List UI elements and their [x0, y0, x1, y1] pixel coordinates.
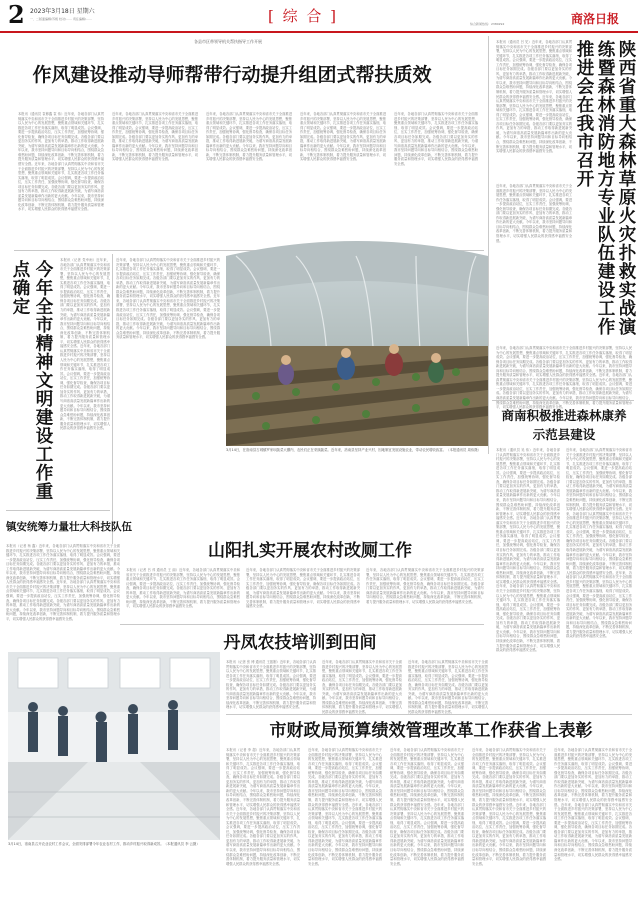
rural-reform-headline: 山阳扎实开展农村改厕工作 — [208, 541, 412, 561]
right-column-rule — [488, 36, 489, 454]
mentor-col: 近年来，各地各部门认真贯彻落实中央和省市关于全面推进乡村振兴的决策部署，坚持以人民为中心的发展思想，聚焦重点领域和关键环节，扎实推进各项工作任务落实落细，取得了明显成效。会议强调，要进一步提高政治站位，压实工作责任，加强统筹协调，强化督导检查，确保各项目标任务如期完成。各级各部门要以更加务实的作风、更加有力的举措，推动工作取得新进展新突破，为谱写商洛高质量发展新篇章作出新的更大贡献。今年以来，我市坚持问题导向和目标导向相结合，围绕群众急难愁盼问题，持续深化改革创新，不断完善体制机制，着力提升服务质量和管理水平，切实增强人民群众的获得感幸福感安全感。 — [300, 112, 386, 162]
fire-col-b: 近年来，各地各部门认真贯彻落实中央和省市关于全面推进乡村振兴的决策部署，坚持以人民为中心的发展思想，聚焦重点领域和关键环节，扎实推进各项工作任务落实落细，取得了明显成效。会议强调，要进一步提高政治站位，压实工作责任，加强统筹协调，强化督导检查，确保各项目标任务如期完成。各级各部门要以更加务实的作风、更加有力的举措，推动工作取得新进展新突破，为谱写商洛高质量发展新篇章作出新的更大贡献。今年以来，我市坚持问题导向和目标导向相结合，围绕群众急难愁盼问题，持续深化改革创新，不断完善体制机制，着力提升服务质量和管理水平，切实增强人民群众的获得感幸福感安全感。 — [496, 184, 572, 243]
greenhouse-caption: 3月14日，在洛南县古城镇罗家坝蔬菜大棚内，农民们正在采摘蔬菜。近年来，洛南县坚持产业兴村，因地制宜发展设施农业，带动农民增收致富。（本报通讯员 周伟摄） — [226, 448, 482, 452]
masthead-rule — [0, 31, 638, 33]
fire-headline: 陕西省重大森林草原火灾扑救实战演练暨森林消防地方专业队伍建设工作推进会在我市召开 — [574, 40, 636, 336]
mentor-body — [18, 112, 478, 242]
danfeng-col-b: 近年来，各地各部门认真贯彻落实中央和省市关于全面推进乡村振兴的决策部署，坚持以人民为中心的发展思想，聚焦重点领域和关键环节，扎实推进各项工作任务落实落细，取得了明显成效。会议强调，要进一步提高政治站位，压实工作责任，加强统筹协调，强化督导检查，确保各项目标任务如期完成。各级各部门要以更加务实的作风、更加有力的举措，推动工作取得新进展新突破，为谱写商洛高质量发展新篇章作出新的更大贡献。今年以来，我市坚持问题导向和目标导向相结合，围绕群众急难愁盼问题，持续深化改革创新，不断完善体制机制，着力提升服务质量和管理水平，切实增强人民群众的获得感幸福感安全感。 — [322, 660, 402, 715]
greenhouse-photo — [226, 256, 488, 446]
budget-col: 近年来，各地各部门认真贯彻落实中央和省市关于全面推进乡村振兴的决策部署，坚持以人民为中心的发展思想，聚焦重点领域和关键环节，扎实推进各项工作任务落实落细，取得了明显成效。会议强调，要进一步提高政治站位，压实工作责任，加强统筹协调，强化督导检查，确保各项目标任务如期完成。各级各部门要以更加务实的作风、更加有力的举措，推动工作取得新进展新突破，为谱写商洛高质量发展新篇章作出新的更大贡献。今年以来，我市坚持问题导向和目标导向相结合，围绕群众急难愁盼问题，持续深化改革创新，不断完善体制机制，着力提升服务质量和管理水平，切实增强人民群众的获得感幸福感安全感。近年来，各地各部门认真贯彻落实中央和省市关于全面推进乡村振兴的决策部署，坚持以人民为中心的发展思想，聚焦重点领域和关键环节，扎实推进各项工作任务落实落细，取得了明显成效。会议强调，要进一步提高政治站位，压实工作责任，加强统筹协调，强化督导检查，确保各项目标任务如期完成。各级各部门要以更加务实的作风、更加有力的举措，推动工作取得新进展新突破，为谱写商洛高质量发展新篇章作出新的更大贡献。今年以来，我市坚持问题导向和目标导向相结合，围绕群众急难愁盼问题，持续深化改革创新，不断完善体制机制，着力提升服务质量和管理水平，切实增强人民群众的获得感幸福感安全感。 — [472, 748, 547, 866]
fire-col-c: 近年来，各地各部门认真贯彻落实中央和省市关于全面推进乡村振兴的决策部署，坚持以人民为中心的发展思想，聚焦重点领域和关键环节，扎实推进各项工作任务落实落细，取得了明显成效。会议强调，要进一步提高政治站位，压实工作责任，加强统筹协调，强化督导检查，确保各项目标任务如期完成。各级各部门要以更加务实的作风、更加有力的举措，推动工作取得新进展新突破，为谱写商洛高质量发展新篇章作出新的更大贡献。今年以来，我市坚持问题导向和目标导向相结合，围绕群众急难愁盼问题，持续深化改革创新，不断完善体制机制，着力提升服务质量和管理水平，切实增强人民群众的获得感幸福感安全感。近年来，各地各部门认真贯彻落实中央和省市关于全面推进乡村振兴的决策部署，坚持以人民为中心的发展思想，聚焦重点领域和关键环节，扎实推进各项工作任务落实落细，取得了明显成效。会议强调，要进一步提高政治站位，压实工作责任，加强统筹协调，强化督导检查，确保各项目标任务如期完成。各级各部门要以更加务实的作风、更加有力的举措，推动工作取得新进展新突破，为谱写商洛高质量发展新篇章作出新的更大贡献。今年以来，我市坚持问题导向和目标导向相结合，围绕群众急难愁盼问题，持续深化改革创新，不断完善体制机制，着力提升服务质量和管理水平，切实增强人民群众的获得感幸福感安全感。 — [496, 346, 633, 410]
danfeng-col-a: 本报讯（记者 张 博 通讯员 王振刚）近年来，各地各部门认真贯彻落实中央和省市关于全面推进乡村振兴的决策部署，坚持以人民为中心的发展思想，聚焦重点领域和关键环节，扎实推进各项工作任务落实落细，取得了明显成效。会议强调，要进一步提高政治站位，压实工作责任，加强统筹协调，强化督导检查，确保各项目标任务如期完成。各级各部门要以更加务实的作风、更加有力的举措，推动工作取得新进展新突破，为谱写商洛高质量发展新篇章作出新的更大贡献。今年以来，我市坚持问题导向和目标导向相结合，围绕群众急难愁盼问题，持续深化改革创新，不断完善体制机制，着力提升服务质量和管理水平，切实增强人民群众的获得感幸福感安全感。 — [226, 660, 316, 710]
danfeng-headline: 丹凤农技培训到田间 — [223, 633, 377, 653]
greenhouse-illustration — [226, 256, 488, 446]
mentor-headline: 作风建设推动导师帮带行动提升组团式帮扶质效 — [32, 64, 432, 86]
budget-col: 近年来，各地各部门认真贯彻落实中央和省市关于全面推进乡村振兴的决策部署，坚持以人民为中心的发展思想，聚焦重点领域和关键环节，扎实推进各项工作任务落实落细，取得了明显成效。会议强调，要进一步提高政治站位，压实工作责任，加强统筹协调，强化督导检查，确保各项目标任务如期完成。各级各部门要以更加务实的作风、更加有力的举措，推动工作取得新进展新突破，为谱写商洛高质量发展新篇章作出新的更大贡献。今年以来，我市坚持问题导向和目标导向相结合，围绕群众急难愁盼问题，持续深化改革创新，不断完善体制机制，着力提升服务质量和管理水平，切实增强人民群众的获得感幸福感安全感。近年来，各地各部门认真贯彻落实中央和省市关于全面推进乡村振兴的决策部署，坚持以人民为中心的发展思想，聚焦重点领域和关键环节，扎实推进各项工作任务落实落细，取得了明显成效。会议强调，要进一步提高政治站位，压实工作责任，加强统筹协调，强化督导检查，确保各项目标任务如期完成。各级各部门要以更加务实的作风、更加有力的举措，推动工作取得新进展新突破，为谱写商洛高质量发展新篇章作出新的更大贡献。今年以来，我市坚持问题导向和目标导向相结合，围绕群众急难愁盼问题，持续深化改革创新，不断完善体制机制，着力提升服务质量和管理水平，切实增强人民群众的获得感幸福感安全感。 — [390, 748, 465, 866]
meeting-caption: 3月14日，洛南县召开农业农村工作会议，全面安排部署今年农业农村工作，推动乡村振兴取得新成效。（本报通讯员 李 云摄） — [8, 842, 200, 846]
divider — [6, 510, 110, 511]
meeting-photo — [8, 652, 220, 840]
mentor-kicker: 各县市区带领导机关帮扶指导工作开展 — [194, 39, 262, 44]
editor-line: 一、二版面编辑/苏炳 校对/…… 责任编辑/…… — [30, 17, 92, 21]
forest-headline: 商南积极推进森林康养示范县建设 — [501, 408, 627, 442]
masthead — [0, 0, 638, 34]
mentor-col: 近年来，各地各部门认真贯彻落实中央和省市关于全面推进乡村振兴的决策部署，坚持以人民为中心的发展思想，聚焦重点领域和关键环节，扎实推进各项工作任务落实落细，取得了明显成效。会议强调，要进一步提高政治站位，压实工作责任，加强统筹协调，强化督导检查，确保各项目标任务如期完成。各级各部门要以更加务实的作风、更加有力的举措，推动工作取得新进展新突破，为谱写商洛高质量发展新篇章作出新的更大贡献。今年以来，我市坚持问题导向和目标导向相结合，围绕群众急难愁盼问题，持续深化改革创新，不断完善体制机制，着力提升服务质量和管理水平，切实增强人民群众的获得感幸福感安全感。 — [394, 112, 478, 167]
divider — [120, 624, 484, 625]
meeting-illustration — [8, 652, 220, 840]
section-label: [ 综 合 ] — [268, 7, 339, 25]
hotline: 综合新闻热线：2380292 — [470, 22, 505, 26]
fire-col-a: 本报讯（通讯员 吕 见）近年来，各地各部门认真贯彻落实中央和省市关于全面推进乡村振兴的决策部署，坚持以人民为中心的发展思想，聚焦重点领域和关键环节，扎实推进各项工作任务落实落细，取得了明显成效。会议强调，要进一步提高政治站位，压实工作责任，加强统筹协调，强化督导检查，确保各项目标任务如期完成。各级各部门要以更加务实的作风、更加有力的举措，推动工作取得新进展新突破，为谱写商洛高质量发展新篇章作出新的更大贡献。今年以来，我市坚持问题导向和目标导向相结合，围绕群众急难愁盼问题，持续深化改革创新，不断完善体制机制，着力提升服务质量和管理水平，切实增强人民群众的获得感幸福感安全感。近年来，各地各部门认真贯彻落实中央和省市关于全面推进乡村振兴的决策部署，坚持以人民为中心的发展思想，聚焦重点领域和关键环节，扎实推进各项工作任务落实落细，取得了明显成效。会议强调，要进一步提高政治站位，压实工作责任，加强统筹协调，强化督导检查，确保各项目标任务如期完成。各级各部门要以更加务实的作风、更加有力的举措，推动工作取得新进展新突破，为谱写商洛高质量发展新篇章作出新的更大贡献。今年以来，我市坚持问题导向和目标导向相结合，围绕群众急难愁盼问题，持续深化改革创新，不断完善体制机制，着力提升服务质量和管理水平，切实增强人民群众的获得感幸福感安全感。 — [496, 40, 572, 154]
page-number: 2 — [8, 0, 25, 29]
issue-date: 2023年3月18日 星期六 — [30, 8, 95, 15]
budget-col: 近年来，各地各部门认真贯彻落实中央和省市关于全面推进乡村振兴的决策部署，坚持以人民为中心的发展思想，聚焦重点领域和关键环节，扎实推进各项工作任务落实落细，取得了明显成效。会议强调，要进一步提高政治站位，压实工作责任，加强统筹协调，强化督导检查，确保各项目标任务如期完成。各级各部门要以更加务实的作风、更加有力的举措，推动工作取得新进展新突破，为谱写商洛高质量发展新篇章作出新的更大贡献。今年以来，我市坚持问题导向和目标导向相结合，围绕群众急难愁盼问题，持续深化改革创新，不断完善体制机制，着力提升服务质量和管理水平，切实增强人民群众的获得感幸福感安全感。近年来，各地各部门认真贯彻落实中央和省市关于全面推进乡村振兴的决策部署，坚持以人民为中心的发展思想，聚焦重点领域和关键环节，扎实推进各项工作任务落实落细，取得了明显成效。会议强调，要进一步提高政治站位，压实工作责任，加强统筹协调，强化督导检查，确保各项目标任务如期完成。各级各部门要以更加务实的作风、更加有力的举措，推动工作取得新进展新突破，为谱写商洛高质量发展新篇章作出新的更大贡献。今年以来，我市坚持问题导向和目标导向相结合，围绕群众急难愁盼问题，持续深化改革创新，不断完善体制机制，着力提升服务质量和管理水平，切实增强人民群众的获得感幸福感安全感。 — [308, 748, 383, 866]
rural-col-a: 本报讯（记者 吕 茸 通讯员 王 丽）近年来，各地各部门认真贯彻落实中央和省市关于全面推进乡村振兴的决策部署，坚持以人民为中心的发展思想，聚焦重点领域和关键环节，扎实推进各项工作任务落实落细，取得了明显成效。会议强调，要进一步提高政治站位，压实工作责任，加强统筹协调，强化督导检查，确保各项目标任务如期完成。各级各部门要以更加务实的作风、更加有力的举措，推动工作取得新进展新突破，为谱写商洛高质量发展新篇章作出新的更大贡献。今年以来，我市坚持问题导向和目标导向相结合，围绕群众急难愁盼问题，持续深化改革创新，不断完善体制机制，着力提升服务质量和管理水平，切实增强人民群众的获得感幸福感安全感。 — [126, 568, 241, 609]
mentor-col: 近年来，各地各部门认真贯彻落实中央和省市关于全面推进乡村振兴的决策部署，坚持以人民为中心的发展思想，聚焦重点领域和关键环节，扎实推进各项工作任务落实落细，取得了明显成效。会议强调，要进一步提高政治站位，压实工作责任，加强统筹协调，强化督导检查，确保各项目标任务如期完成。各级各部门要以更加务实的作风、更加有力的举措，推动工作取得新进展新突破，为谱写商洛高质量发展新篇章作出新的更大贡献。今年以来，我市坚持问题导向和目标导向相结合，围绕群众急难愁盼问题，持续深化改革创新，不断完善体制机制，着力提升服务质量和管理水平，切实增强人民群众的获得感幸福感安全感。 — [112, 112, 198, 162]
mentor-col: 本报讯（通讯员 袁修鑫 袁 伟）近年来，各地各部门认真贯彻落实中央和省市关于全面推进乡村振兴的决策部署，坚持以人民为中心的发展思想，聚焦重点领域和关键环节，扎实推进各项工作任务落实落细，取得了明显成效。会议强调，要进一步提高政治站位，压实工作责任，加强统筹协调，强化督导检查，确保各项目标任务如期完成。各级各部门要以更加务实的作风、更加有力的举措，推动工作取得新进展新突破，为谱写商洛高质量发展新篇章作出新的更大贡献。今年以来，我市坚持问题导向和目标导向相结合，围绕群众急难愁盼问题，持续深化改革创新，不断完善体制机制，着力提升服务质量和管理水平，切实增强人民群众的获得感幸福感安全感。近年来，各地各部门认真贯彻落实中央和省市关于全面推进乡村振兴的决策部署，坚持以人民为中心的发展思想，聚焦重点领域和关键环节，扎实推进各项工作任务落实落细，取得了明显成效。会议强调，要进一步提高政治站位，压实工作责任，加强统筹协调，强化督导检查，确保各项目标任务如期完成。各级各部门要以更加务实的作风、更加有力的举措，推动工作取得新进展新突破，为谱写商洛高质量发展新篇章作出新的更大贡献。今年以来，我市坚持问题导向和目标导向相结合，围绕群众急难愁盼问题，持续深化改革创新，不断完善体制机制，着力提升服务质量和管理水平，切实增强人民群众的获得感幸福感安全感。 — [18, 112, 105, 212]
science-team-headline: 镇安统筹力量壮大科技队伍 — [6, 521, 132, 533]
mentor-col: 近年来，各地各部门认真贯彻落实中央和省市关于全面推进乡村振兴的决策部署，坚持以人民为中心的发展思想，聚焦重点领域和关键环节，扎实推进各项工作任务落实落细，取得了明显成效。会议强调，要进一步提高政治站位，压实工作责任，加强统筹协调，强化督导检查，确保各项目标任务如期完成。各级各部门要以更加务实的作风、更加有力的举措，推动工作取得新进展新突破，为谱写商洛高质量发展新篇章作出新的更大贡献。今年以来，我市坚持问题导向和目标导向相结合，围绕群众急难愁盼问题，持续深化改革创新，不断完善体制机制，着力提升服务质量和管理水平，切实增强人民群众的获得感幸福感安全感。 — [206, 112, 292, 162]
left-column-rule — [112, 254, 113, 544]
forest-col-a: 本报讯（通讯员 吴 伟）近年来，各地各部门认真贯彻落实中央和省市关于全面推进乡村振兴的决策部署，坚持以人民为中心的发展思想，聚焦重点领域和关键环节，扎实推进各项工作任务落实落细，取得了明显成效。会议强调，要进一步提高政治站位，压实工作责任，加强统筹协调，强化督导检查，确保各项目标任务如期完成。各级各部门要以更加务实的作风、更加有力的举措，推动工作取得新进展新突破，为谱写商洛高质量发展新篇章作出新的更大贡献。今年以来，我市坚持问题导向和目标导向相结合，围绕群众急难愁盼问题，持续深化改革创新，不断完善体制机制，着力提升服务质量和管理水平，切实增强人民群众的获得感幸福感安全感。近年来，各地各部门认真贯彻落实中央和省市关于全面推进乡村振兴的决策部署，坚持以人民为中心的发展思想，聚焦重点领域和关键环节，扎实推进各项工作任务落实落细，取得了明显成效。会议强调，要进一步提高政治站位，压实工作责任，加强统筹协调，强化督导检查，确保各项目标任务如期完成。各级各部门要以更加务实的作风、更加有力的举措，推动工作取得新进展新突破，为谱写商洛高质量发展新篇章作出新的更大贡献。今年以来，我市坚持问题导向和目标导向相结合，围绕群众急难愁盼问题，持续深化改革创新，不断完善体制机制，着力提升服务质量和管理水平，切实增强人民群众的获得感幸福感安全感。近年来，各地各部门认真贯彻落实中央和省市关于全面推进乡村振兴的决策部署，坚持以人民为中心的发展思想，聚焦重点领域和关键环节，扎实推进各项工作任务落实落细，取得了明显成效。会议强调，要进一步提高政治站位，压实工作责任，加强统筹协调，强化督导检查，确保各项目标任务如期完成。各级各部门要以更加务实的作风、更加有力的举措，推动工作取得新进展新突破，为谱写商洛高质量发展新篇章作出新的更大贡献。今年以来，我市坚持问题导向和目标导向相结合，围绕群众急难愁盼问题，持续深化改革创新，不断完善体制机制，着力提升服务质量和管理水平，切实增强人民群众的获得感幸福感安全感。 — [496, 448, 561, 653]
newspaper-logo: 商洛日报 — [571, 12, 620, 26]
civilization-headline: 今年全市精神文明建设工作重点确定 — [10, 260, 53, 501]
danfeng-col-c: 近年来，各地各部门认真贯彻落实中央和省市关于全面推进乡村振兴的决策部署，坚持以人民为中心的发展思想，聚焦重点领域和关键环节，扎实推进各项工作任务落实落细，取得了明显成效。会议强调，要进一步提高政治站位，压实工作责任，加强统筹协调，强化督导检查，确保各项目标任务如期完成。各级各部门要以更加务实的作风、更加有力的举措，推动工作取得新进展新突破，为谱写商洛高质量发展新篇章作出新的更大贡献。今年以来，我市坚持问题导向和目标导向相结合，围绕群众急难愁盼问题，持续深化改革创新，不断完善体制机制，着力提升服务质量和管理水平，切实增强人民群众的获得感幸福感安全感。 — [408, 660, 488, 715]
budget-col: 本报讯（记者 李 超）近年来，各地各部门认真贯彻落实中央和省市关于全面推进乡村振兴的决策部署，坚持以人民为中心的发展思想，聚焦重点领域和关键环节，扎实推进各项工作任务落实落细，取得了明显成效。会议强调，要进一步提高政治站位，压实工作责任，加强统筹协调，强化督导检查，确保各项目标任务如期完成。各级各部门要以更加务实的作风、更加有力的举措，推动工作取得新进展新突破，为谱写商洛高质量发展新篇章作出新的更大贡献。今年以来，我市坚持问题导向和目标导向相结合，围绕群众急难愁盼问题，持续深化改革创新，不断完善体制机制，着力提升服务质量和管理水平，切实增强人民群众的获得感幸福感安全感。近年来，各地各部门认真贯彻落实中央和省市关于全面推进乡村振兴的决策部署，坚持以人民为中心的发展思想，聚焦重点领域和关键环节，扎实推进各项工作任务落实落细，取得了明显成效。会议强调，要进一步提高政治站位，压实工作责任，加强统筹协调，强化督导检查，确保各项目标任务如期完成。各级各部门要以更加务实的作风、更加有力的举措，推动工作取得新进展新突破，为谱写商洛高质量发展新篇章作出新的更大贡献。今年以来，我市坚持问题导向和目标导向相结合，围绕群众急难愁盼问题，持续深化改革创新，不断完善体制机制，着力提升服务质量和管理水平，切实增强人民群众的获得感幸福感安全感。 — [226, 748, 301, 866]
budget-col: 近年来，各地各部门认真贯彻落实中央和省市关于全面推进乡村振兴的决策部署，坚持以人民为中心的发展思想，聚焦重点领域和关键环节，扎实推进各项工作任务落实落细，取得了明显成效。会议强调，要进一步提高政治站位，压实工作责任，加强统筹协调，强化督导检查，确保各项目标任务如期完成。各级各部门要以更加务实的作风、更加有力的举措，推动工作取得新进展新突破，为谱写商洛高质量发展新篇章作出新的更大贡献。今年以来，我市坚持问题导向和目标导向相结合，围绕群众急难愁盼问题，持续深化改革创新，不断完善体制机制，着力提升服务质量和管理水平，切实增强人民群众的获得感幸福感安全感。近年来，各地各部门认真贯彻落实中央和省市关于全面推进乡村振兴的决策部署，坚持以人民为中心的发展思想，聚焦重点领域和关键环节，扎实推进各项工作任务落实落细，取得了明显成效。会议强调，要进一步提高政治站位，压实工作责任，加强统筹协调，强化督导检查，确保各项目标任务如期完成。各级各部门要以更加务实的作风、更加有力的举措，推动工作取得新进展新突破，为谱写商洛高质量发展新篇章作出新的更大贡献。今年以来，我市坚持问题导向和目标导向相结合，围绕群众急难愁盼问题，持续深化改革创新，不断完善体制机制，着力提升服务质量和管理水平，切实增强人民群众的获得感幸福感安全感。 — [554, 748, 633, 862]
rural-col-c: 近年来，各地各部门认真贯彻落实中央和省市关于全面推进乡村振兴的决策部署，坚持以人民为中心的发展思想，聚焦重点领域和关键环节，扎实推进各项工作任务落实落细，取得了明显成效。会议强调，要进一步提高政治站位，压实工作责任，加强统筹协调，强化督导检查，确保各项目标任务如期完成。各级各部门要以更加务实的作风、更加有力的举措，推动工作取得新进展新突破，为谱写商洛高质量发展新篇章作出新的更大贡献。今年以来，我市坚持问题导向和目标导向相结合，围绕群众急难愁盼问题，持续深化改革创新，不断完善体制机制，着力提升服务质量和管理水平，切实增强人民群众的获得感幸福感安全感。 — [366, 568, 484, 604]
civilization-col-a: 本报讯（记者 党幸雨）近年来，各地各部门认真贯彻落实中央和省市关于全面推进乡村振兴的决策部署，坚持以人民为中心的发展思想，聚焦重点领域和关键环节，扎实推进各项工作任务落实落细，取得了明显成效。会议强调，要进一步提高政治站位，压实工作责任，加强统筹协调，强化督导检查，确保各项目标任务如期完成。各级各部门要以更加务实的作风、更加有力的举措，推动工作取得新进展新突破，为谱写商洛高质量发展新篇章作出新的更大贡献。今年以来，我市坚持问题导向和目标导向相结合，围绕群众急难愁盼问题，持续深化改革创新，不断完善体制机制，着力提升服务质量和管理水平，切实增强人民群众的获得感幸福感安全感。近年来，各地各部门认真贯彻落实中央和省市关于全面推进乡村振兴的决策部署，坚持以人民为中心的发展思想，聚焦重点领域和关键环节，扎实推进各项工作任务落实落细，取得了明显成效。会议强调，要进一步提高政治站位，压实工作责任，加强统筹协调，强化督导检查，确保各项目标任务如期完成。各级各部门要以更加务实的作风、更加有力的举措，推动工作取得新进展新突破，为谱写商洛高质量发展新篇章作出新的更大贡献。今年以来，我市坚持问题导向和目标导向相结合，围绕群众急难愁盼问题，持续深化改革创新，不断完善体制机制，着力提升服务质量和管理水平，切实增强人民群众的获得感幸福感安全感。 — [60, 258, 110, 431]
divider — [492, 400, 634, 401]
budget-body — [226, 748, 632, 910]
rural-col-b: 近年来，各地各部门认真贯彻落实中央和省市关于全面推进乡村振兴的决策部署，坚持以人民为中心的发展思想，聚焦重点领域和关键环节，扎实推进各项工作任务落实落细，取得了明显成效。会议强调，要进一步提高政治站位，压实工作责任，加强统筹协调，强化督导检查，确保各项目标任务如期完成。各级各部门要以更加务实的作风、更加有力的举措，推动工作取得新进展新突破，为谱写商洛高质量发展新篇章作出新的更大贡献。今年以来，我市坚持问题导向和目标导向相结合，围绕群众急难愁盼问题，持续深化改革创新，不断完善体制机制，着力提升服务质量和管理水平，切实增强人民群众的获得感幸福感安全感。 — [246, 568, 360, 609]
science-team-body: 本报讯（记者 杨 鑫）近年来，各地各部门认真贯彻落实中央和省市关于全面推进乡村振兴的决策部署，坚持以人民为中心的发展思想，聚焦重点领域和关键环节，扎实推进各项工作任务落实落细，取得了明显成效。会议强调，要进一步提高政治站位，压实工作责任，加强统筹协调，强化督导检查，确保各项目标任务如期完成。各级各部门要以更加务实的作风、更加有力的举措，推动工作取得新进展新突破，为谱写商洛高质量发展新篇章作出新的更大贡献。今年以来，我市坚持问题导向和目标导向相结合，围绕群众急难愁盼问题，持续深化改革创新，不断完善体制机制，着力提升服务质量和管理水平，切实增强人民群众的获得感幸福感安全感。近年来，各地各部门认真贯彻落实中央和省市关于全面推进乡村振兴的决策部署，坚持以人民为中心的发展思想，聚焦重点领域和关键环节，扎实推进各项工作任务落实落细，取得了明显成效。会议强调，要进一步提高政治站位，压实工作责任，加强统筹协调，强化督导检查，确保各项目标任务如期完成。各级各部门要以更加务实的作风、更加有力的举措，推动工作取得新进展新突破，为谱写商洛高质量发展新篇章作出新的更大贡献。今年以来，我市坚持问题导向和目标导向相结合，围绕群众急难愁盼问题，持续深化改革创新，不断完善体制机制，着力提升服务质量和管理水平，切实增强人民群众的获得感幸福感安全感。 — [6, 544, 121, 621]
budget-headline: 市财政局预算绩效管理改革工作获省上表彰 — [269, 721, 593, 741]
forest-col-b: 近年来，各地各部门认真贯彻落实中央和省市关于全面推进乡村振兴的决策部署，坚持以人民为中心的发展思想，聚焦重点领域和关键环节，扎实推进各项工作任务落实落细，取得了明显成效。会议强调，要进一步提高政治站位，压实工作责任，加强统筹协调，强化督导检查，确保各项目标任务如期完成。各级各部门要以更加务实的作风、更加有力的举措，推动工作取得新进展新突破，为谱写商洛高质量发展新篇章作出新的更大贡献。今年以来，我市坚持问题导向和目标导向相结合，围绕群众急难愁盼问题，持续深化改革创新，不断完善体制机制，着力提升服务质量和管理水平，切实增强人民群众的获得感幸福感安全感。近年来，各地各部门认真贯彻落实中央和省市关于全面推进乡村振兴的决策部署，坚持以人民为中心的发展思想，聚焦重点领域和关键环节，扎实推进各项工作任务落实落细，取得了明显成效。会议强调，要进一步提高政治站位，压实工作责任，加强统筹协调，强化督导检查，确保各项目标任务如期完成。各级各部门要以更加务实的作风、更加有力的举措，推动工作取得新进展新突破，为谱写商洛高质量发展新篇章作出新的更大贡献。今年以来，我市坚持问题导向和目标导向相结合，围绕群众急难愁盼问题，持续深化改革创新，不断完善体制机制，着力提升服务质量和管理水平，切实增强人民群众的获得感幸福感安全感。近年来，各地各部门认真贯彻落实中央和省市关于全面推进乡村振兴的决策部署，坚持以人民为中心的发展思想，聚焦重点领域和关键环节，扎实推进各项工作任务落实落细，取得了明显成效。会议强调，要进一步提高政治站位，压实工作责任，加强统筹协调，强化督导检查，确保各项目标任务如期完成。各级各部门要以更加务实的作风、更加有力的举措，推动工作取得新进展新突破，为谱写商洛高质量发展新篇章作出新的更大贡献。今年以来，我市坚持问题导向和目标导向相结合，围绕群众急难愁盼问题，持续深化改革创新，不断完善体制机制，着力提升服务质量和管理水平，切实增强人民群众的获得感幸福感安全感。 — [566, 448, 633, 639]
divider — [226, 714, 632, 715]
civilization-col-b: 近年来，各地各部门认真贯彻落实中央和省市关于全面推进乡村振兴的决策部署，坚持以人民为中心的发展思想，聚焦重点领域和关键环节，扎实推进各项工作任务落实落细，取得了明显成效。会议强调，要进一步提高政治站位，压实工作责任，加强统筹协调，强化督导检查，确保各项目标任务如期完成。各级各部门要以更加务实的作风、更加有力的举措，推动工作取得新进展新突破，为谱写商洛高质量发展新篇章作出新的更大贡献。今年以来，我市坚持问题导向和目标导向相结合，围绕群众急难愁盼问题，持续深化改革创新，不断完善体制机制，着力提升服务质量和管理水平，切实增强人民群众的获得感幸福感安全感。近年来，各地各部门认真贯彻落实中央和省市关于全面推进乡村振兴的决策部署，坚持以人民为中心的发展思想，聚焦重点领域和关键环节，扎实推进各项工作任务落实落细，取得了明显成效。会议强调，要进一步提高政治站位，压实工作责任，加强统筹协调，强化督导检查，确保各项目标任务如期完成。各级各部门要以更加务实的作风、更加有力的举措，推动工作取得新进展新突破，为谱写商洛高质量发展新篇章作出新的更大贡献。今年以来，我市坚持问题导向和目标导向相结合，围绕群众急难愁盼问题，持续深化改革创新，不断完善体制机制，着力提升服务质量和管理水平，切实增强人民群众的获得感幸福感安全感。 — [116, 258, 221, 340]
